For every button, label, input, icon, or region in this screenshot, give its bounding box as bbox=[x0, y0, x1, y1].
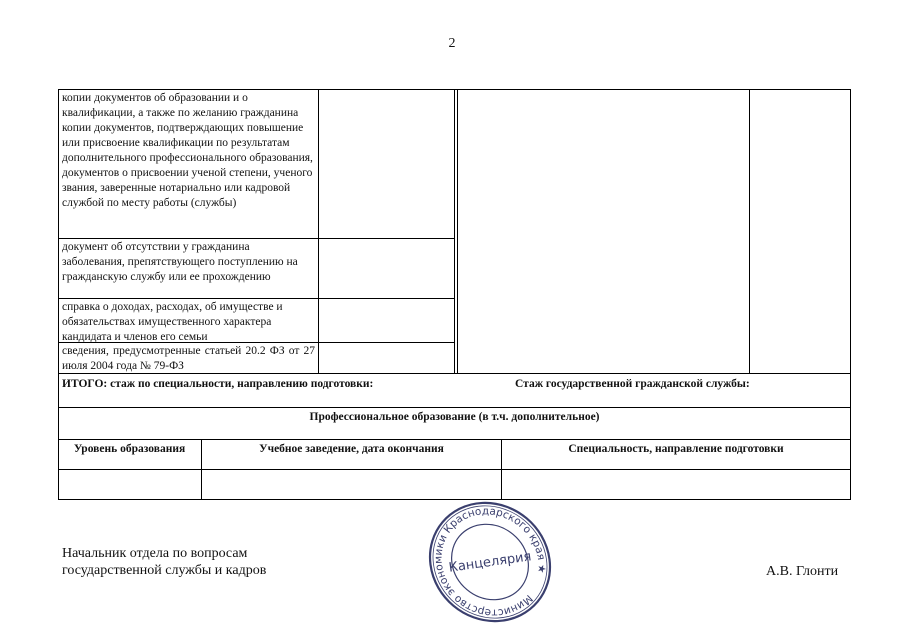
document-row-medical: документ об отсутствии у гражданина заболевания, препятствующего поступлению на гражданскую службу или ее прохождению bbox=[62, 241, 298, 283]
stamp-ring-text: Министерство экономики Краснодарского края ★ bbox=[432, 505, 548, 619]
page-number: 2 bbox=[448, 36, 456, 51]
education-header-level: Уровень образования bbox=[73, 443, 186, 455]
education-title: Профессиональное образование (в т.ч. дополнительное) bbox=[309, 411, 600, 423]
education-header-specialty: Специальность, направление подготовки bbox=[568, 443, 784, 455]
document-row-income: справка о доходах, расходах, об имуществе и обязательствах имущественного характера кандидата и членов его семьи bbox=[62, 301, 283, 343]
signature-name: А.В. Глонти bbox=[766, 564, 839, 579]
total-civil-service-label: Стаж государственной гражданской службы: bbox=[515, 378, 750, 390]
signature-position-line2: государственной службы и кадров bbox=[62, 563, 267, 578]
total-specialty-label: ИТОГО: стаж по специальности, направлению подготовки: bbox=[62, 378, 374, 390]
stamp-seal bbox=[423, 500, 557, 624]
document-row-education-copies: копии документов об образовании и о квалификации, а также по желанию гражданина копии документов, подтверждающих повышение или присвоение квалификации по результатам дополнительного профессионального образования, документов о присвоении ученой степени, ученого звания, заверенные нотариально или кадровой службой по месту работы (службы) bbox=[62, 92, 313, 209]
document-row-fz-info: сведения, предусмотренные статьей 20.2 ФЗ от 27 июля 2004 года № 79-ФЗ bbox=[62, 345, 315, 372]
stamp-center-text: Канцелярия bbox=[447, 549, 533, 576]
signature-position-line1: Начальник отдела по вопросам bbox=[62, 546, 248, 561]
signature-position bbox=[62, 545, 266, 579]
education-header-institution: Учебное заведение, дата окончания bbox=[259, 443, 444, 455]
